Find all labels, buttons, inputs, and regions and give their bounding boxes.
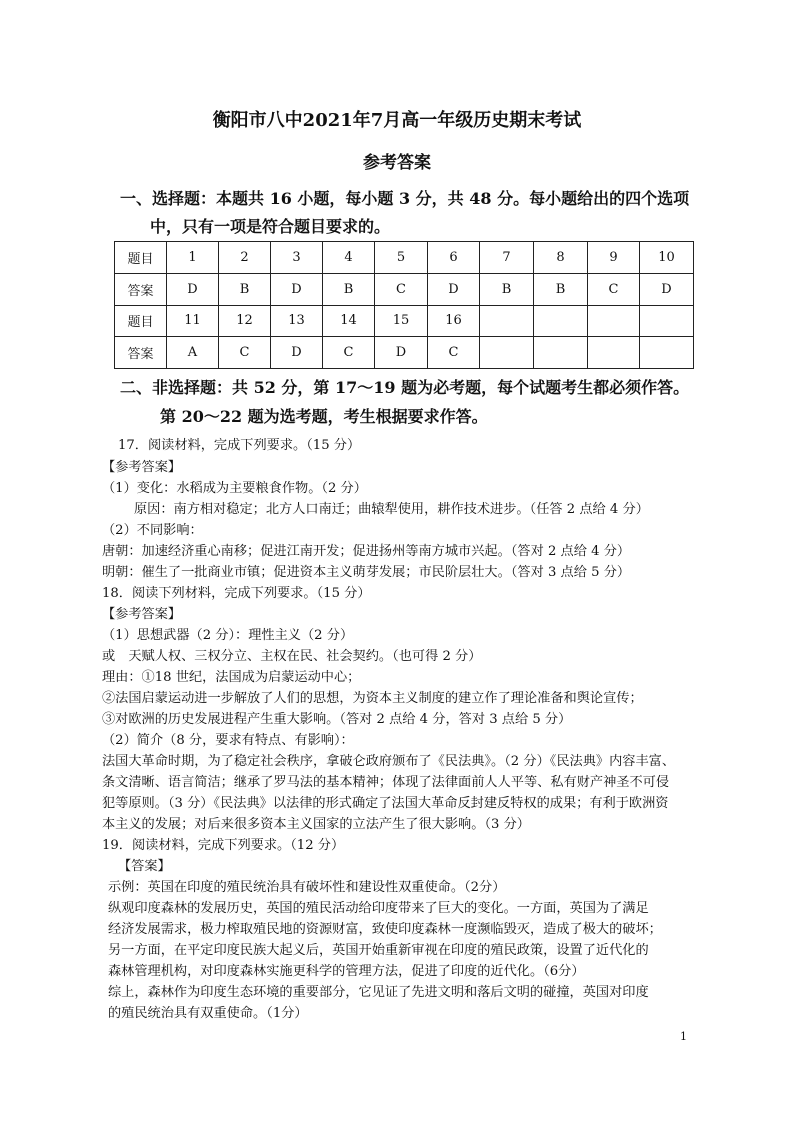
q18-part2-text-1: 法国大革命时期，为了稳定社会秩序，拿破仑政府颁布了《民法典》。（2 分）《民法典》内容丰富、 [102, 754, 676, 769]
q18-reason-2: ②法国启蒙运动进一步解放了人们的思想，为资本主义制度的建立作了理论准备和舆论宣传； [102, 691, 643, 706]
q17-answer-label: 【参考答案】 [102, 460, 182, 475]
answer-table-cell: C [323, 337, 375, 369]
answer-table-cell: 15 [375, 305, 428, 337]
q19-text-3: 另一方面，在平定印度民族大起义后，英国开始重新审视在印度的殖民政策，设置了近代化的 [108, 943, 649, 958]
answer-table-cell: D [271, 273, 323, 305]
answer-table-cell: D [375, 337, 428, 369]
q19-answer-label: 【答案】 [118, 859, 171, 874]
answer-table-row-header: 题目 [115, 305, 167, 337]
answer-table-cell: 13 [271, 305, 323, 337]
q19-heading: 19．阅读材料，完成下列要求。（12 分） [102, 838, 345, 853]
answer-table-row-header: 答案 [115, 273, 167, 305]
answer-table-cell: 2 [219, 242, 271, 274]
answer-table-cell: B [480, 273, 534, 305]
page-title: 衡阳市八中2021年7月高一年级历史期末考试 [212, 110, 582, 131]
answer-table [114, 241, 694, 369]
page-number: 1 [680, 1030, 687, 1043]
q18-part2: （2）简介（8 分，要求有特点、有影响）： [102, 733, 354, 748]
section-2-line-2: 第 20～22 题为选考题，考生根据要求作答。 [160, 407, 488, 426]
answer-table-cell: 9 [588, 242, 640, 274]
answer-table-cell [640, 337, 694, 369]
answer-table-cell: B [534, 273, 588, 305]
answer-table-row [115, 305, 694, 337]
answer-table-cell: 3 [271, 242, 323, 274]
answer-table-cell: 8 [534, 242, 588, 274]
answer-table-cell [588, 337, 640, 369]
q18-heading: 18．阅读下列材料，完成下列要求。（15 分） [102, 586, 371, 601]
answer-table-cell [534, 305, 588, 337]
q17-part1-change: （1）变化：水稻成为主要粮食作物。（2 分） [102, 481, 367, 496]
q19-text-2: 经济发展需求，极力榨取殖民地的资源财富，致使印度森林一度濒临毁灭，造成了极大的破坏； [108, 922, 662, 937]
answer-table-cell [480, 305, 534, 337]
answer-table-cell: C [375, 273, 428, 305]
q18-reason-1: 理由：①18 世纪，法国成为启蒙运动中心； [102, 670, 361, 685]
answer-table-cell: B [219, 273, 271, 305]
answer-table-cell [588, 305, 640, 337]
q18-part1-alt: 或 天赋人权、三权分立、主权在民、社会契约。（也可得 2 分） [102, 649, 482, 664]
answer-table-row-header: 答案 [115, 337, 167, 369]
answer-table-cell: 12 [219, 305, 271, 337]
answer-table-cell: D [271, 337, 323, 369]
answer-table-cell: 1 [167, 242, 219, 274]
q17-ming: 明朝：催生了一批商业市镇；促进资本主义萌芽发展；市民阶层壮大。（答对 3 点给 5 分） [102, 565, 631, 580]
q19-text-4: 森林管理机构，对印度森林实施更科学的管理方法，促进了印度的近代化。（6分） [108, 964, 585, 979]
answer-table-cell [480, 337, 534, 369]
q17-tang: 唐朝：加速经济重心南移；促进江南开发；促进扬州等南方城市兴起。（答对 2 点给 4 分） [102, 544, 631, 559]
answer-table-cell [640, 305, 694, 337]
answer-table-cell: A [167, 337, 219, 369]
answer-table-row [115, 273, 694, 305]
page-subtitle: 参考答案 [363, 153, 431, 173]
q18-part1: （1）思想武器（2 分）：理性主义（2 分） [102, 628, 354, 643]
answer-table-cell: 5 [375, 242, 428, 274]
q18-reason-3: ③对欧洲的历史发展进程产生重大影响。（答对 2 点给 4 分，答对 3 点给 5 分） [102, 712, 572, 727]
answer-table-cell: D [640, 273, 694, 305]
answer-table-cell: D [428, 273, 480, 305]
answer-table-cell: 14 [323, 305, 375, 337]
section-2-line-1: 二、非选择题：共 52 分，第 17～19 题为必考题，每个试题考生都必须作答。 [120, 378, 690, 397]
answer-table-cell: C [219, 337, 271, 369]
answer-table-cell: 16 [428, 305, 480, 337]
q18-part2-text-3: 犯等原则。（3 分）《民法典》以法律的形式确定了法国大革命反封建反特权的成果；有利于欧洲资 [102, 796, 669, 811]
q18-part2-text-2: 条文清晰、语言简洁；继承了罗马法的基本精神；体现了法律面前人人平等、私有财产神圣不可侵 [102, 775, 670, 790]
q18-part2-text-4: 本主义的发展；对后来很多资本主义国家的立法产生了很大影响。（3 分） [102, 817, 530, 832]
answer-table-cell [534, 337, 588, 369]
answer-table-cell: D [167, 273, 219, 305]
q19-text-5: 综上，森林作为印度生态环境的重要部分，它见证了先进文明和落后文明的碰撞，英国对印度 [108, 985, 649, 1000]
q17-part2-heading: （2）不同影响： [102, 523, 203, 538]
answer-table-cell: 7 [480, 242, 534, 274]
q18-answer-label: 【参考答案】 [102, 607, 182, 622]
answer-table-cell: 11 [167, 305, 219, 337]
answer-table-cell: C [588, 273, 640, 305]
section-1-line-2: 中，只有一项是符合题目要求的。 [150, 217, 391, 236]
q17-part1-reason: 原因：南方相对稳定；北方人口南迁；曲辕犁使用，耕作技术进步。（任答 2 点给 4 分） [134, 502, 649, 517]
q17-heading: 17．阅读材料，完成下列要求。（15 分） [118, 438, 361, 453]
answer-table-row [115, 242, 694, 274]
answer-table-cell: 4 [323, 242, 375, 274]
answer-table-cell: C [428, 337, 480, 369]
answer-table-row [115, 337, 694, 369]
q19-text-1: 纵观印度森林的发展历史，英国的殖民活动给印度带来了巨大的变化。一方面，英国为了满足 [108, 901, 649, 916]
q19-text-6: 的殖民统治具有双重使命。（1分） [108, 1006, 308, 1021]
answer-table-cell: 10 [640, 242, 694, 274]
section-1-line-1: 一、选择题：本题共 16 小题，每小题 3 分，共 48 分。每小题给出的四个选项 [120, 189, 690, 208]
answer-table-row-header: 题目 [115, 242, 167, 274]
q19-example: 示例：英国在印度的殖民统治具有破坏性和建设性双重使命。（2分） [108, 880, 506, 895]
answer-table-cell: 6 [428, 242, 480, 274]
answer-table-cell: B [323, 273, 375, 305]
